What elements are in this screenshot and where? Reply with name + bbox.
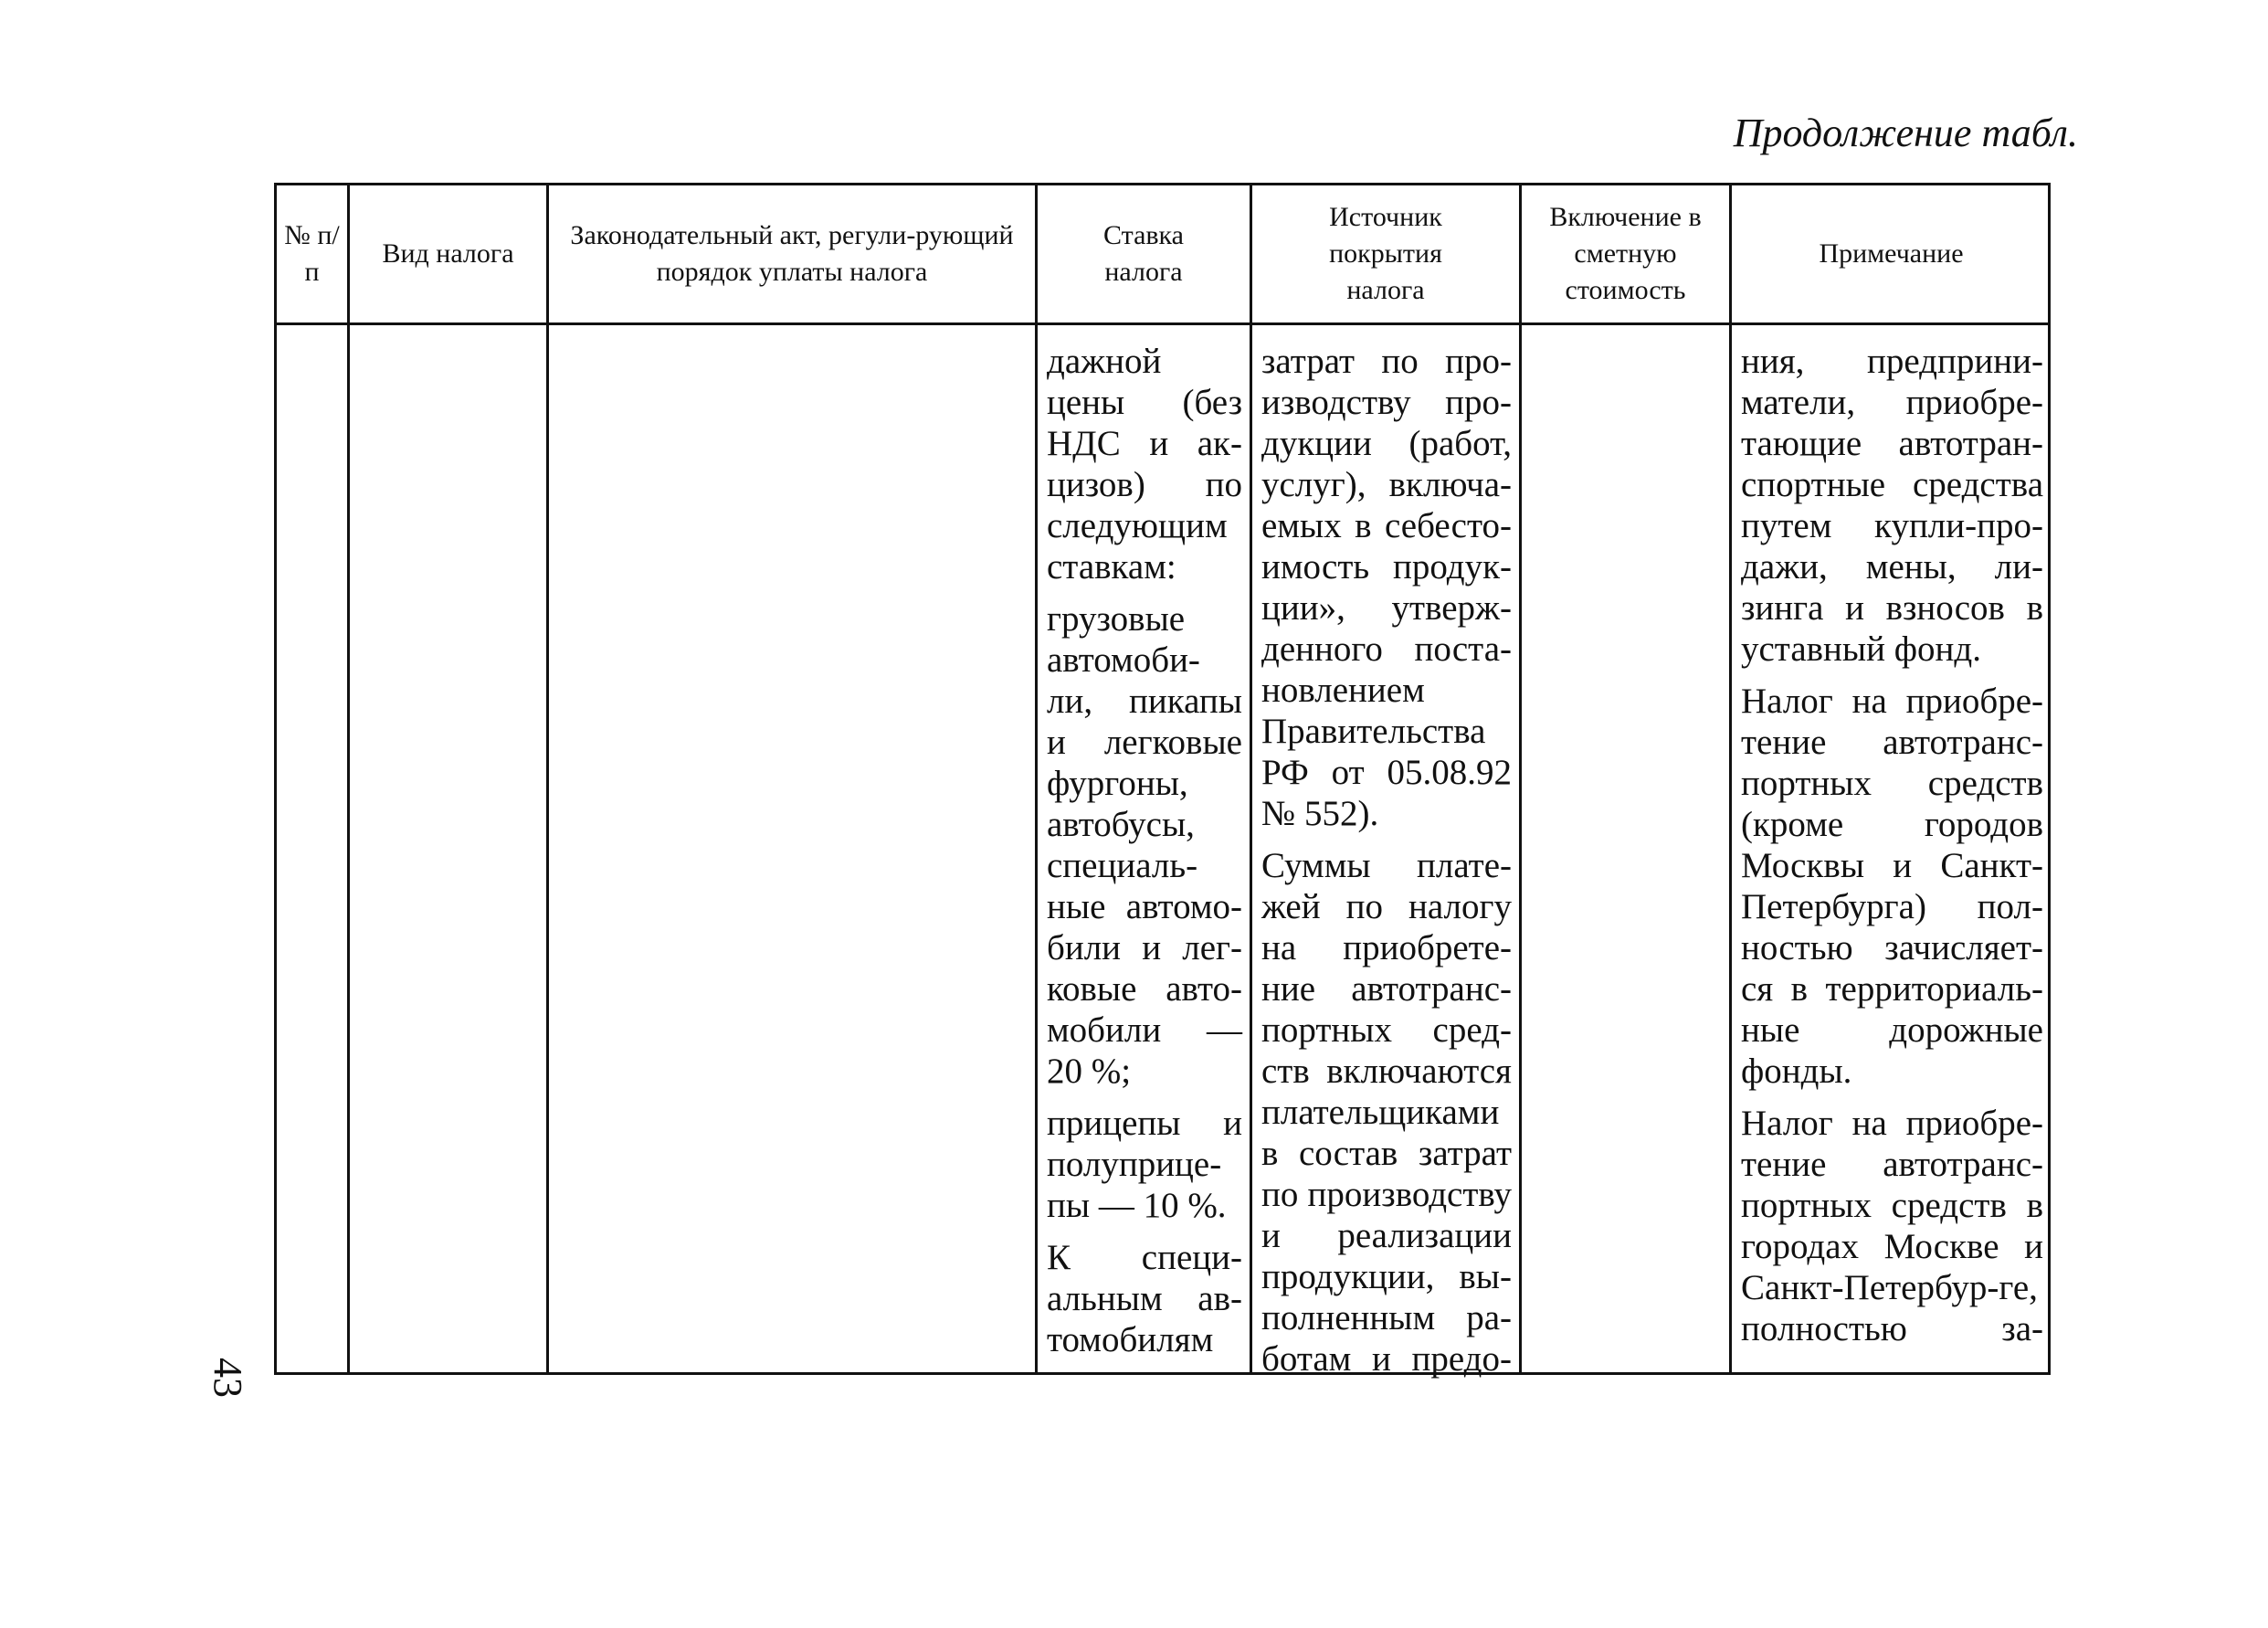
page-number: 43 — [206, 1358, 251, 1398]
source-paragraph: затрат по про-изводству про-дукции (работ, услуг), включа-емых в себесто-имость продук-ции», утверж-денного поста-новлением Правительства РФ от 05.08.92 № 552). — [1261, 342, 1512, 833]
column-divider — [546, 185, 549, 1372]
note-paragraph: ния, предприни-матели, приобре-тающие автотран-спортные средства путем купли-про-дажи, мены, ли-зинга и взносов в уставный фонд. — [1741, 342, 2043, 669]
rate-cell — [1038, 341, 1250, 1371]
header-law: Законодательный акт, регули-рующий порядок уплаты налога — [570, 220, 1014, 287]
header-note: Примечание — [1819, 238, 1964, 269]
header-inclusion: Включение в сметную стоимость — [1549, 202, 1702, 305]
source-paragraph: Суммы плате-жей по налогу на приобрете-ние автотранс-портных сред-ств включаются плательщиками в состав затрат по производству и реализации продукции, вы-полненным ра-ботам и предо- — [1261, 846, 1512, 1379]
table-continuation-caption: Продолжение табл. — [1733, 111, 2078, 155]
header-num: № п/п — [284, 220, 340, 287]
header-tax-type: Вид налога — [382, 238, 514, 269]
note-paragraph: Налог на приобре-тение автотранс-портных средств (кроме городов Москвы и Санкт-Петербурга) пол-ностью зачисляет-ся в территориаль-ные дорожные фонды. — [1741, 682, 2043, 1091]
source-cell — [1252, 341, 1519, 1390]
header-source: Источник покрытия налога — [1329, 202, 1442, 305]
note-paragraph: Налог на приобре-тение автотранс-портных средств в городах Москве и Санкт-Петербур-ге, полностью за- — [1741, 1104, 2043, 1348]
header-rate: Ставка налога — [1102, 220, 1184, 287]
column-divider — [347, 185, 350, 1372]
rate-paragraph: прицепы и полуприце-пы — 10 %. — [1047, 1104, 1242, 1225]
note-cell — [1732, 341, 2051, 1360]
rate-paragraph: грузовые автомоби-ли, пикапы и легковые фургоны, автобусы, специаль-ные автомо-били и лег-ковые авто-мобили — 20 %; — [1047, 599, 1242, 1091]
rate-paragraph: дажной цены (без НДС и ак-цизов) по следующим ставкам: — [1047, 342, 1242, 587]
column-divider — [1519, 185, 1522, 1372]
tax-table — [274, 183, 2051, 1379]
rate-paragraph: К специ-альным ав-томобилям — [1047, 1238, 1242, 1359]
header-divider — [277, 322, 2048, 325]
